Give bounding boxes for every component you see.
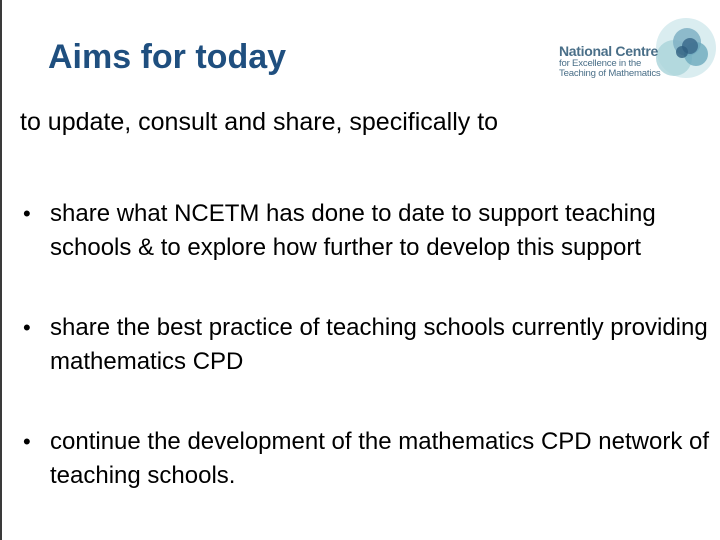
bullet-icon: • <box>23 429 31 454</box>
intro-text: to update, consult and share, specifically to <box>20 108 499 136</box>
bullet-text: continue the development of the mathematics CPD network of teaching schools. <box>50 428 710 489</box>
logo-subtitle-line-2: Teaching of Mathematics <box>559 67 661 79</box>
bullet-item <box>22 197 712 265</box>
bullet-item <box>22 425 712 493</box>
slide-left-border <box>0 0 2 540</box>
bullet-item <box>22 311 712 379</box>
bullet-text: share the best practice of teaching schools currently providing mathematics CPD <box>50 314 708 375</box>
logo-subtitle-line-1: for Excellence in the <box>559 57 642 69</box>
bullet-text: share what NCETM has done to date to support teaching schools & to explore how further to develop this support <box>50 200 656 261</box>
bullet-list <box>22 197 712 493</box>
slide-title: Aims for today <box>48 38 287 76</box>
logo-name: National Centre <box>559 43 658 59</box>
logo-wordmark <box>559 44 661 79</box>
bullet-icon: • <box>23 315 31 340</box>
bullet-icon: • <box>23 201 31 226</box>
ncetm-logo <box>556 10 716 96</box>
